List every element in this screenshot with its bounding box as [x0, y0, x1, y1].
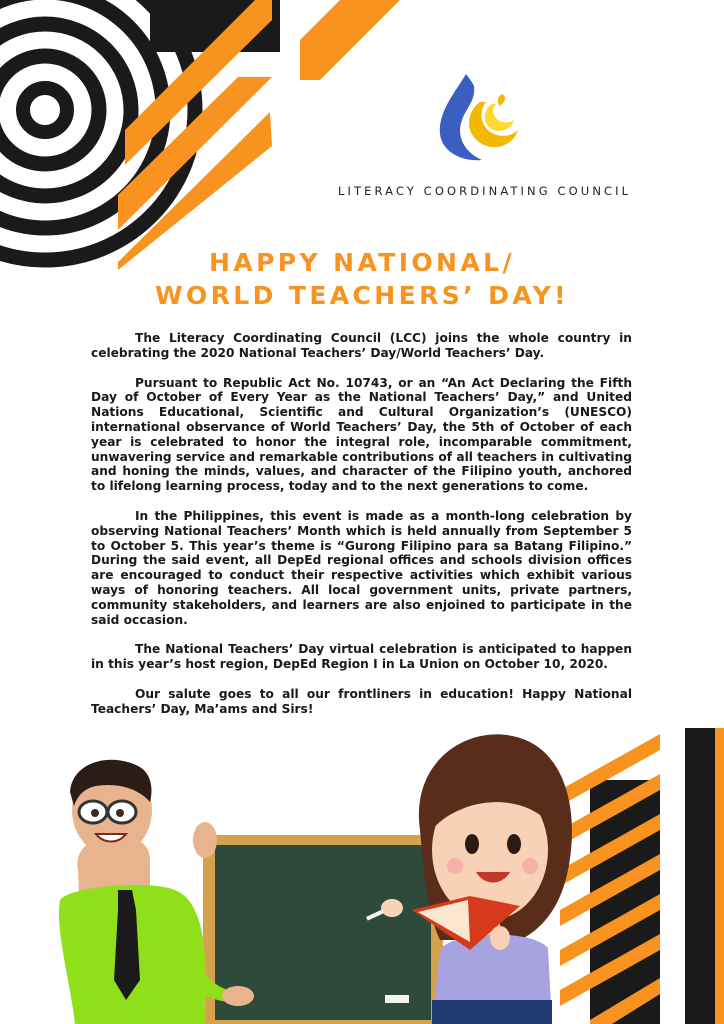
paragraph-philippines: In the Philippines, this event is made as a month-long celebration by observing National Teachers’ Month which is held annually from September 5 to October 5. This year’s theme is “Gurong Filipino para sa Batang Filipino.” During the said event, all DepEd regional offices and schools division offices are encouraged to conduct their respective activities which exhibit various ways of honoring teachers. All local government units, private partners, community stakeholders, and learners are also enjoined to participate in the said occasion. [91, 508, 632, 627]
right-stripes-decoration [560, 728, 724, 1024]
orange-stripe-3 [300, 0, 400, 80]
lcc-logo-icon [436, 72, 520, 164]
letter-body [91, 331, 632, 732]
page-title [0, 246, 724, 312]
organization-name: LITERACY COORDINATING COUNCIL [338, 184, 632, 198]
paragraph-virtual-celebration: The National Teachers’ Day virtual celebration is anticipated to happen in this year’s host region, DepEd Region I in La Union on October 10, 2020. [91, 642, 632, 672]
teachers-illustration [0, 720, 724, 1024]
paragraph-salute: Our salute goes to all our frontliners in education! Happy National Teachers’ Day, Ma’ams and Sirs! [91, 686, 632, 716]
title-line-2: WORLD TEACHERS’ DAY! [155, 281, 569, 310]
paragraph-intro: The Literacy Coordinating Council (LCC) joins the whole country in celebrating the 2020 National Teachers’ Day/World Teachers’ Day. [91, 331, 632, 360]
title-line-1: HAPPY NATIONAL/ [209, 248, 515, 277]
organization-logo-block [338, 72, 632, 198]
paragraph-legal-basis: Pursuant to Republic Act No. 10743, or an “An Act Declaring the Fifth Day of October of Every Year as the National Teachers’ Day,” and United Nations Educational, Scientific and Cultural Organization’s (UNESCO) international observance of World Teachers’ Day, the 5th of October of each year is celebrated to honor the integral role, incomparable commitment, unwavering service and remarkable contributions of all teachers in cultivating and honing the minds, values, and character of the Filipino youth, anchored to lifelong learning process, today and to the next generations to come. [91, 375, 632, 494]
